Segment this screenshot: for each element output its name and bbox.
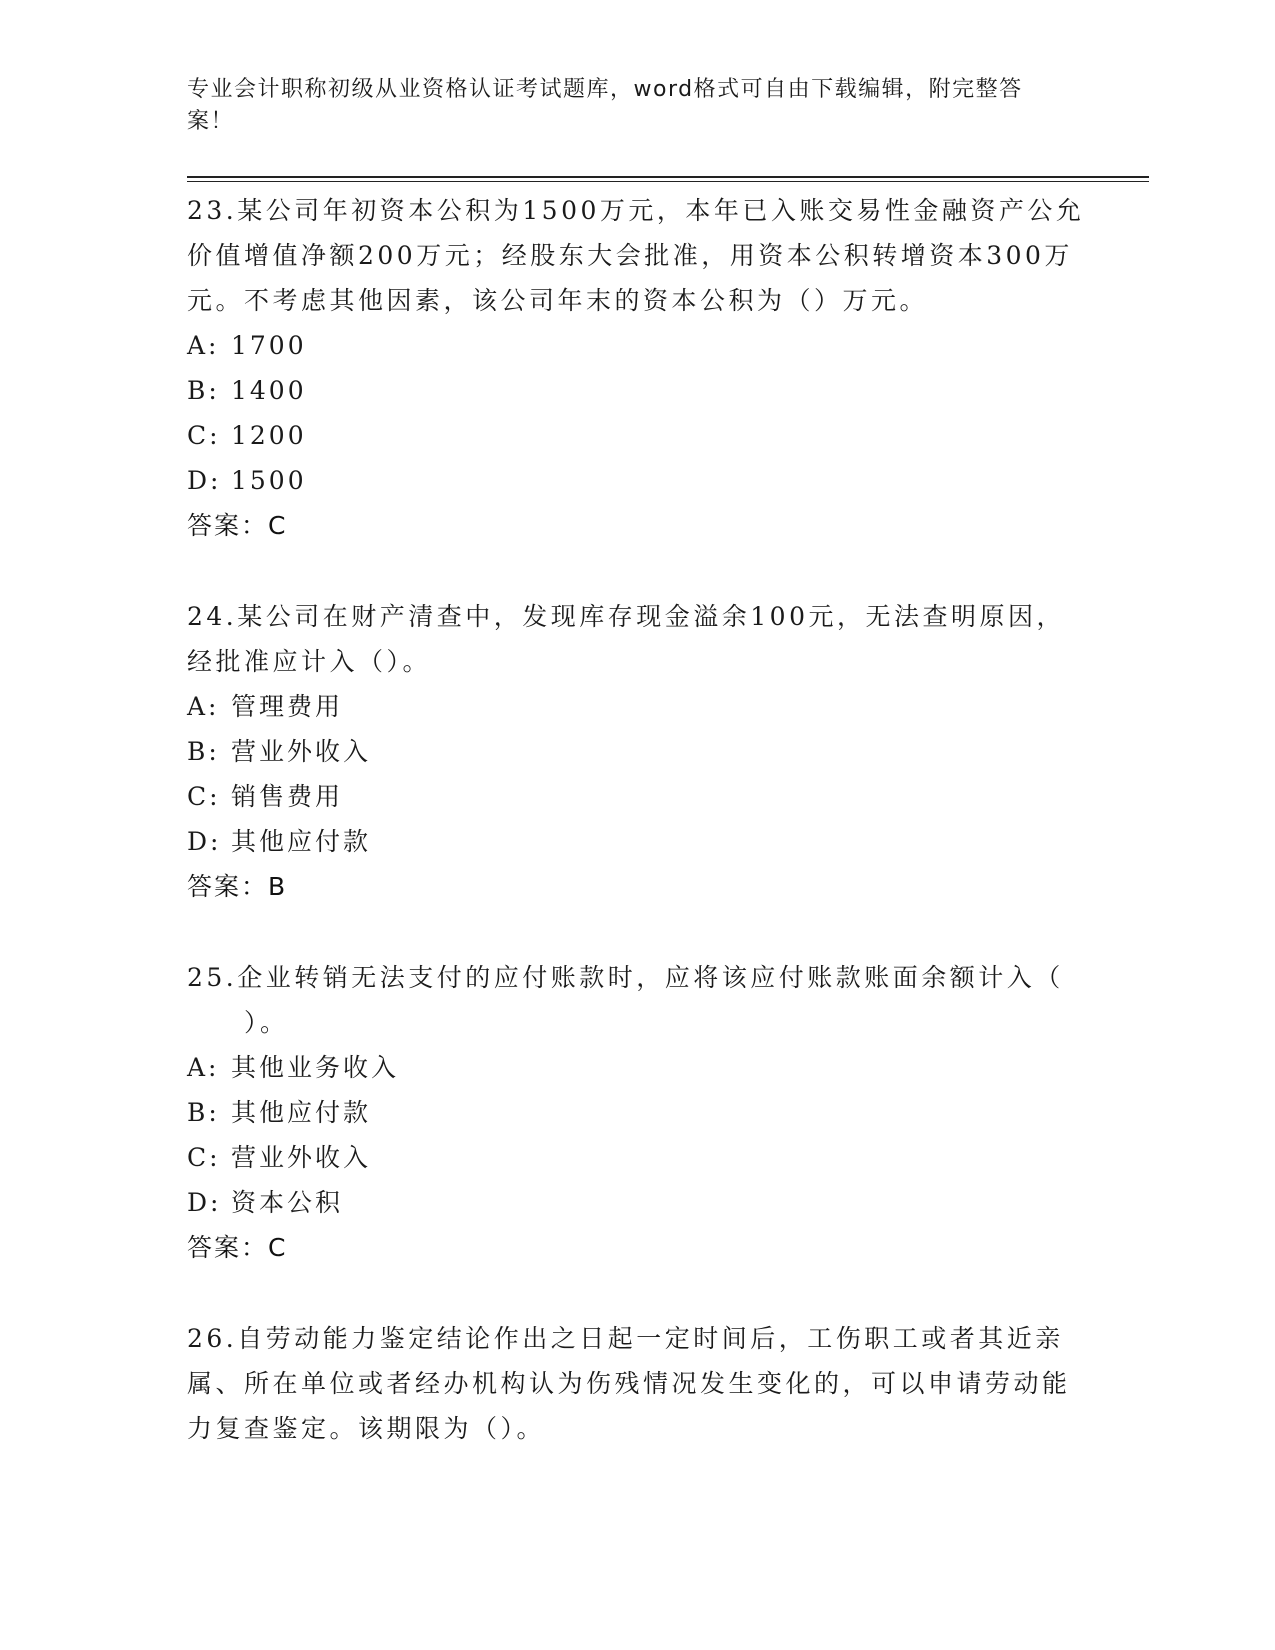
question-text: 25.企业转销无法支付的应付账款时，应将该应付账款账面余额计入（ ）。 [187,963,1064,1037]
option-key: A: [187,331,220,360]
option-value: 管理费用 [231,692,344,721]
option-value: 其他应付款 [231,1098,372,1127]
option-value: 1400 [231,376,307,405]
option-b [187,729,1087,774]
option-c [187,774,1087,819]
question-text: 23.某公司年初资本公积为1500万元，本年已入账交易性金融资产公允价值增值净额200万元；经股东大会批准，用资本公积转增资本300万元。不考虑其他因素，该公司年末的资本公积为（）万元。 [187,196,1085,315]
option-c [187,413,1087,458]
option-d [187,819,1087,864]
option-a [187,1045,1087,1090]
option-key: C: [187,1143,221,1172]
question-list [187,188,1087,1497]
option-c [187,1135,1087,1180]
option-key: B: [187,737,220,766]
question-25 [187,955,1087,1270]
option-key: A: [187,692,220,721]
option-value: 资本公积 [231,1188,344,1217]
question-24 [187,594,1087,909]
option-value: 1700 [231,331,307,360]
document-header: 专业会计职称初级从业资格认证考试题库，word格式可自由下载编辑，附完整答案！ [187,77,1023,134]
option-key: D: [187,1188,222,1217]
option-key: C: [187,782,221,811]
option-key: C: [187,421,221,450]
question-text: 24.某公司在财产清查中，发现库存现金溢余100元，无法查明原因，经批准应计入（）。 [187,602,1065,676]
question-text: 26.自劳动能力鉴定结论作出之日起一定时间后，工伤职工或者其近亲属、所在单位或者经办机构认为伤残情况发生变化的，可以申请劳动能力复查鉴定。该期限为（）。 [187,1324,1071,1443]
option-a [187,323,1087,368]
option-value: 营业外收入 [231,737,372,766]
option-value: 其他业务收入 [231,1053,400,1082]
option-b [187,1090,1087,1135]
option-d [187,458,1087,503]
answer: 答案：C [187,1233,288,1262]
option-key: D: [187,827,222,856]
option-key: B: [187,1098,220,1127]
option-key: D: [187,466,222,495]
option-key: B: [187,376,220,405]
option-value: 其他应付款 [231,827,372,856]
question-23 [187,188,1087,548]
option-key: A: [187,1053,220,1082]
question-26 [187,1316,1087,1451]
option-value: 1500 [231,466,307,495]
option-a [187,684,1087,729]
option-value: 销售费用 [231,782,344,811]
option-d [187,1180,1087,1225]
option-value: 1200 [231,421,307,450]
option-value: 营业外收入 [231,1143,372,1172]
answer: 答案：B [187,872,288,901]
option-b [187,368,1087,413]
answer: 答案：C [187,511,288,540]
header-divider [187,176,1149,182]
